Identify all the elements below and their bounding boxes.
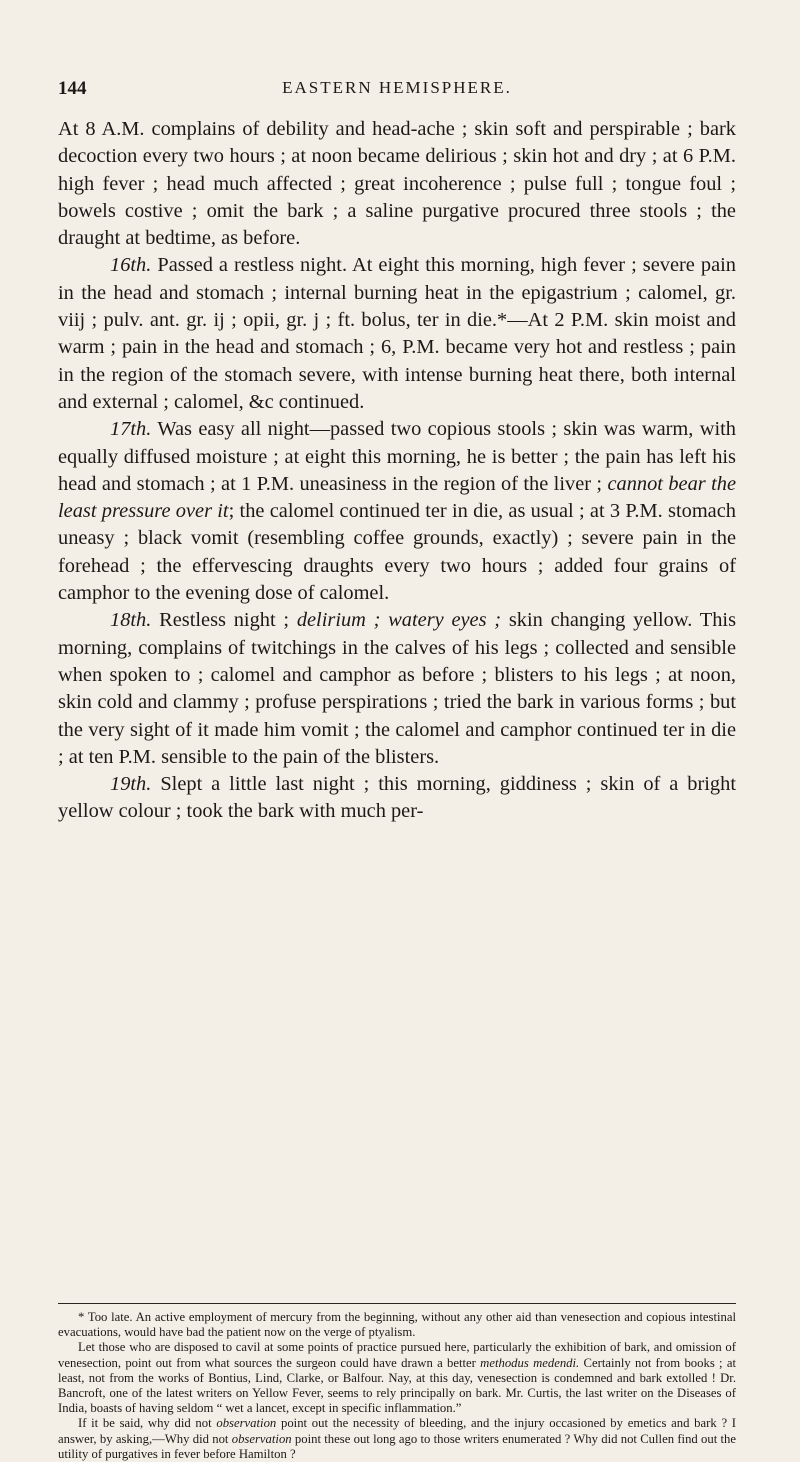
page-number: 144 — [58, 78, 87, 99]
paragraph-text: Passed a restless night. At eight this morning, high fever ; severe pain in the head and stomach ; internal burning heat in the epigastrium ; calomel, gr. viij ; pulv. ant. gr. ij ; opii, gr. j ; ft. bolus, ter in die.*—At 2 P.M. skin moist and warm ; pain in the head and stomach ; 6, P.M. became very hot and restless ; pain in the region of the stomach severe, with intense burning heat there, both internal and external ; calomel, &c continued. — [58, 254, 736, 413]
footnote-text: Certainly not from books ; at least, not from the works of Bontius, Lind, Clarke, or Balfour. Nay, at this day, venesection is condemned and bark extolled ! Dr. Bancroft, one of the latest writers on Yellow Fever, seems to rely principally on bark. Mr. Curtis, the last writer on the Diseases of India, boasts of having seldom “ wet a lancet, except in specific inflammation.” — [58, 1355, 736, 1416]
footnote-text: Let those who are disposed to cavil at some points of practice pursued here, particularly the exhibition of bark, and omission of venesection, point out from what sources the surgeon could have drawn a better — [58, 1340, 736, 1370]
footnote-text: point these out long ago to those writers enumerated ? Why did not Cullen find out the utility of purgatives in fever before Hamilton ? — [58, 1431, 737, 1461]
running-head: EASTERN HEMISPHERE. — [282, 78, 512, 97]
paragraph-text: At 8 A.M. complains of debility and head-ache ; skin soft and perspirable ; bark decoction every two hours ; at noon became delirious ; skin hot and dry ; at 6 P.M. high fever ; head much affected ; great incoherence ; pulse full ; tongue foul ; bowels costive ; omit the bark ; a saline purgative procured three stools ; the draught at bedtime, as before. — [58, 118, 736, 250]
footnote-paragraph — [58, 1416, 736, 1462]
day-label: 18th. — [110, 609, 152, 632]
emphasis-text: cannot bear the least pressure over it — [58, 472, 736, 523]
paragraph-17th — [58, 416, 736, 607]
body-text — [58, 116, 736, 826]
footnote-text: * Too late. An active employment of mercury from the beginning, without any other aid than venesection and copious intestinal evacuations, would have bad the patient now on the verge of ptyalism. — [58, 1310, 736, 1340]
paragraph-16th — [58, 252, 736, 416]
footnote — [58, 1310, 736, 1340]
paragraph-text: skin changing yellow. This morning, complains of twitchings in the calves of his legs ; collected and sensible when spoken to ; calomel and camphor as before ; blisters to his legs ; at noon, skin cold and clammy ; profuse perspirations ; tried the bark in various forms ; but the very sight of it made him vomit ; the calomel and camphor continued ter in die ; at ten P.M. sensible to the pain of the blisters. — [58, 609, 736, 768]
footnote-rule — [58, 1303, 736, 1304]
footnotes — [58, 1310, 736, 1462]
emphasis-text: delirium ; watery eyes ; — [296, 609, 502, 632]
emphasis-text: methodus medendi. — [480, 1355, 580, 1370]
paragraph-text: Slept a little last night ; this morning, giddiness ; skin of a bright yellow colour ; took the bark with much per- — [58, 773, 736, 823]
footnote-paragraph — [58, 1340, 736, 1416]
paragraph-text: Restless night ; — [159, 609, 290, 632]
paragraph-15th — [58, 116, 736, 252]
page-header — [58, 78, 736, 104]
footnote-text: point out the necessity of bleeding, and the injury occasioned by emetics and bark ? I answer, by asking,—Why did not — [58, 1416, 737, 1446]
paragraph-text: Was easy all night—passed two copious stools ; skin was warm, with equally diffused moisture ; at eight this morning, he is better ; the pain has left his head and stomach ; at 1 P.M. uneasiness in the region of the liver ; — [58, 418, 736, 495]
emphasis-text: observation — [231, 1431, 292, 1446]
paragraph-text: ; the calomel continued ter in die, as usual ; at 3 P.M. stomach uneasy ; black vomit (resembling coffee grounds, exactly) ; severe pain in the forehead ; the effervescing draughts every two hours ; added four grains of camphor to the evening dose of calomel. — [58, 500, 736, 605]
paragraph-18th — [58, 607, 736, 771]
day-label: 19th. — [110, 773, 152, 796]
day-label: 16th. — [110, 254, 152, 277]
paragraph-19th — [58, 771, 736, 826]
footnote-text: If it be said, why did not — [78, 1416, 212, 1431]
emphasis-text: observation — [216, 1416, 277, 1431]
day-label: 17th. — [110, 418, 152, 441]
